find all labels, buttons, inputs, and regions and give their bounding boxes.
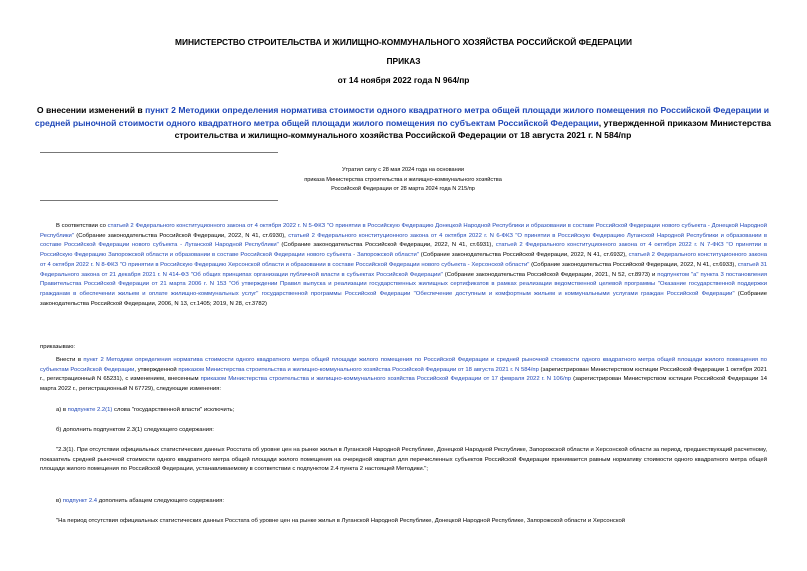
sub-item-v (40, 497, 767, 507)
preamble-link-8fkz[interactable]: статьей 2 Федерального конституционного закона от 4 октября 2022 г. N 8-ФКЗ "О принятии в Российскую Федерацию Херсонской области и образовании в составе Российской Федерации нового субъекта - Херсонской области" (40, 252, 767, 268)
preamble-text: (Собрание законодательства Российской Федерации, 2022, N 41, ст.6931), (278, 242, 496, 249)
sub-item-a-text: слова "государственной власти" исключить; (112, 407, 235, 413)
title-prefix: О внесении изменений в (36, 105, 146, 115)
preamble-text: В соответствии со (56, 223, 108, 229)
preamble-link-resolution-153[interactable]: подпунктом "а" пункта 3 постановления Правительства Российской Федерации от 21 марта 2006 г. N 153 "Об утверждении Правил выпуска и реализации государственных жилищных сертификатов в рамках реализации ведомственной целевой программы "Оказание государственной поддержки гражданам в обеспечении жильем и оплате жилищно-коммунальных услуг" государственной программы Российской Федерации "Обеспечение доступным и комфортным жильем и коммунальными услугами граждан Российской Федерации" (40, 271, 768, 297)
title-suffix: , утвержденной приказом Министерства строительства и жилищно-коммунального хозяйства Российской Федерации от 18 августа 2021 г. N 584/пр (174, 117, 772, 141)
sub-item-v-link[interactable]: подпункт 2.4 (62, 498, 98, 504)
item-1-link-order-106[interactable]: приказом Министерства строительства и жилищно-коммунального хозяйства Российской Федерации от 17 февраля 2022 г. N 106/пр (200, 376, 572, 383)
preamble-paragraph (40, 222, 767, 309)
document-title (28, 104, 778, 142)
preamble-text: (Собрание законодательства Российской Федерации, 2022, N 41, ст.6933), (529, 261, 738, 268)
preamble-text: (Собрание законодательства Российской Федерации, 2021, N 52, ст.8973) и (442, 271, 658, 278)
sub-item-a (40, 406, 767, 416)
status-note-text: Утратил силу с 28 мая 2024 года на основании (342, 167, 464, 173)
item-1-link-methodology[interactable]: пункт 2 Методики определения норматива стоимости одного квадратного метра общей площади жилого помещения по Российской Федерации и средней рыночной стоимости одного квадратного метра общей площади жилого помещения по субъектам Российской Федерации (40, 357, 767, 373)
status-note-link-1[interactable]: приказа Министерства строительства и жилищно-коммунального хозяйства (304, 176, 502, 183)
divider-bottom (40, 200, 278, 201)
status-note-link-2[interactable]: Российской Федерации от 28 марта 2024 года N 215/пр (331, 186, 475, 192)
item-1-link-order-584[interactable]: приказом Министерства строительства и жилищно-коммунального хозяйства Российской Федерации от 18 августа 2021 г. N 584/пр (178, 366, 539, 373)
divider-top (40, 152, 278, 153)
preamble-link-7fkz[interactable]: статьей 2 Федерального конституционного закона от 4 октября 2022 г. N 7-ФКЗ "О принятии в Российскую Федерацию Запорожской области и образовании в составе Российской Федерации нового субъекта - Запорожской области" (40, 242, 767, 259)
sub-item-v-text: в) (56, 498, 63, 504)
preamble-text: (Собрание законодательства Российской Федерации, 2006, N 13, ст.1405; 2019, N 28, ст.3782) (40, 290, 767, 307)
sub-item-b: б) дополнить подпунктом 2.3(1) следующего содержания: (56, 427, 214, 433)
quote-2-3-1: "2.3(1). При отсутствии официальных статистических данных Росстата об уровне цен на рынке жилья в Луганской Народной Республике, Донецкой Народной Республике, Запорожской области и Херсонской области за период, предшествующий расчетному, показатель средней рыночной стоимости одного квадратного метра общей площади жилого помещения на очередной квартал для перечисленных субъектов Российской Федерации принимается равным нормативу стоимости одного квадратного метра общей площади жилого помещения по Российской Федерации, устанавливаемому в соответствии с подпунктом 2.4 пункта 2 настоящей Методики."; (40, 447, 767, 473)
quote-last: "На период отсутствия официальных статистических данных Росстата об уровне цен на рынке жилья в Луганской Народной Республике, Донецкой Народной Республике, Запорожской области и Херсонской (56, 518, 626, 524)
document-type: ПРИКАЗ (386, 56, 421, 66)
item-1-text: , утвержденной (134, 366, 179, 373)
ministry-heading: МИНИСТЕРСТВО СТРОИТЕЛЬСТВА И ЖИЛИЩНО-КОММУНАЛЬНОГО ХОЗЯЙСТВА РОССИЙСКОЙ ФЕДЕРАЦИИ (175, 37, 632, 47)
sub-item-a-text: а) в (56, 407, 68, 413)
order-word: приказываю: (40, 344, 76, 350)
sub-item-v-text: дополнить абзацем следующего содержания: (97, 498, 224, 504)
preamble-link-5fkz[interactable]: статьей 2 Федерального конституционного закона от 4 октября 2022 г. N 5-ФКЗ "О принятии в Российскую Федерацию Донецкой Народной Республики и образовании в составе Российской Федерации нового субъекта - Донецкой Народной Республики" (40, 223, 767, 239)
preamble-link-6fkz[interactable]: статьей 2 Федерального конституционного закона от 4 октября 2022 г. N 6-ФКЗ "О принятии в Российскую Федерацию Луганской Народной Республики и образовании в составе Российской Федерации нового субъекта - Луганской Народной Республики" (40, 232, 767, 249)
item-1-text: Внести в (56, 357, 84, 363)
document-date-number: от 14 ноября 2022 года N 964/пр (337, 75, 470, 85)
item-1-paragraph (40, 356, 767, 395)
item-1-text: (зарегистрирован Министерством юстиции Российской Федерации 14 марта 2022 г., регистрационный N 67729), следующие изменения: (40, 376, 767, 393)
sub-item-a-link[interactable]: подпункте 2.2(1) (67, 407, 113, 413)
item-1-text: (зарегистрирован Министерством юстиции Российской Федерации 1 октября 2021 г., регистрационный N 65231), с изменением, внесенным (40, 366, 767, 383)
status-note (278, 166, 528, 195)
preamble-text: (Собрание законодательства Российской Федерации, 2022, N 41, ст.6930), (73, 232, 289, 239)
preamble-link-414fz[interactable]: статьей 31 Федерального закона от 21 декабря 2021 г. N 414-ФЗ "Об общих принципах организации публичной власти в субъектах Российской Федерации" (40, 261, 768, 278)
preamble-text: (Собрание законодательства Российской Федерации, 2022, N 41, ст.6932), (418, 252, 629, 259)
title-link-methodology[interactable]: пункт 2 Методики определения норматива стоимости одного квадратного метра общей площади жилого помещения по Российской Федерации и средней рыночной стоимости одного квадратного метра общей площади жилого помещения по субъектам Российской Федерации (34, 105, 770, 128)
